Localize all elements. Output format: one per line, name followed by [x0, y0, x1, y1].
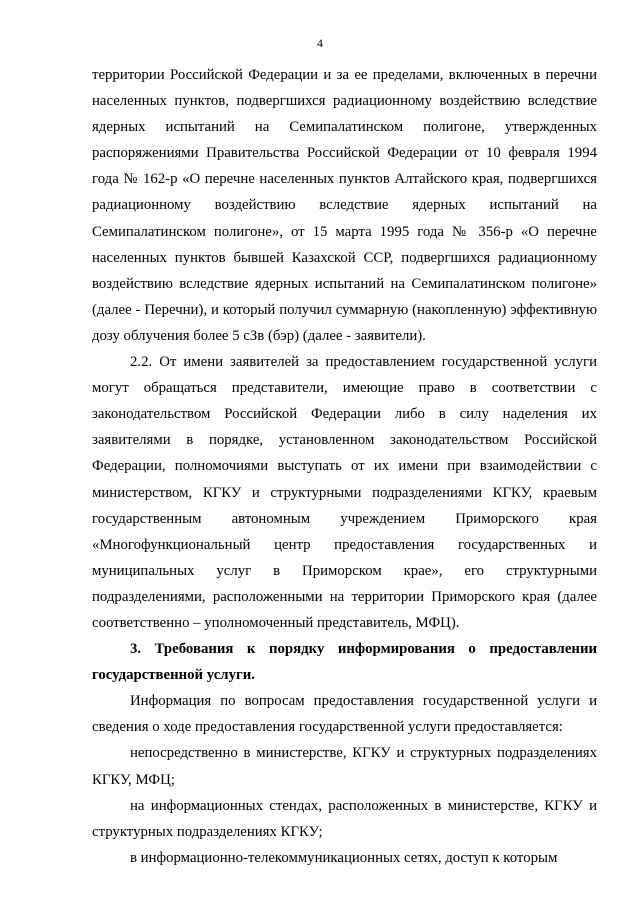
- document-body: [92, 62, 597, 871]
- page-number: 4: [317, 36, 323, 50]
- paragraph-continuation: территории Российской Федерации и за ее пределами, включенных в перечни населенных пунктов, подвергшихся радиационному воздействию вследствие ядерных испытаний на Семипалатинском полигоне, утвержденных распоряжениями Правительства Российской Федерации от 10 февраля 1994 года № 162-р «О перечне населенных пунктов Алтайского края, подвергшихся радиационному воздействию вследствие ядерных испытаний на Семипалатинском полигоне», от 15 марта 1995 года № 356-р «О перечне населенных пунктов бывшей Казахской ССР, подвергшихся радиационному воздействию вследствие ядерных испытаний на Семипалатинском полигоне» (далее - Перечни), и который получил суммарную (накопленную) эффективную дозу облучения более 5 сЗв (бэр) (далее - заявители).: [92, 67, 597, 344]
- section-heading-3: 3. Требования к порядку информирования о предоставлении государственной услуги.: [92, 641, 597, 684]
- paragraph-info-networks: в информационно-телекоммуникационных сетях, доступ к которым: [130, 849, 558, 866]
- paragraph-info-intro: Информация по вопросам предоставления государственной услуги и сведения о ходе предоставления государственной услуги предоставляется:: [92, 693, 597, 736]
- paragraph-info-stands: на информационных стендах, расположенных в министерстве, КГКУ и структурных подразделениях КГКУ;: [92, 797, 597, 840]
- paragraph-2-2: 2.2. От имени заявителей за предоставлением государственной услуги могут обращаться представители, имеющие право в соответствии с законодательством Российской Федерации либо в силу наделения их заявителями в порядке, установленном законодательством Российской Федерации, полномочиями выступать от их имени при взаимодействии с министерством, КГКУ и структурными подразделениями КГКУ, краевым государственным автономным учреждением Приморского края «Многофункциональный центр предоставления государственных и муниципальных услуг в Приморском крае», его структурными подразделениями, расположенными на территории Приморского края (далее соответственно – уполномоченный представитель, МФЦ).: [92, 354, 597, 631]
- paragraph-info-direct: непосредственно в министерстве, КГКУ и структурных подразделениях КГКУ, МФЦ;: [92, 745, 597, 788]
